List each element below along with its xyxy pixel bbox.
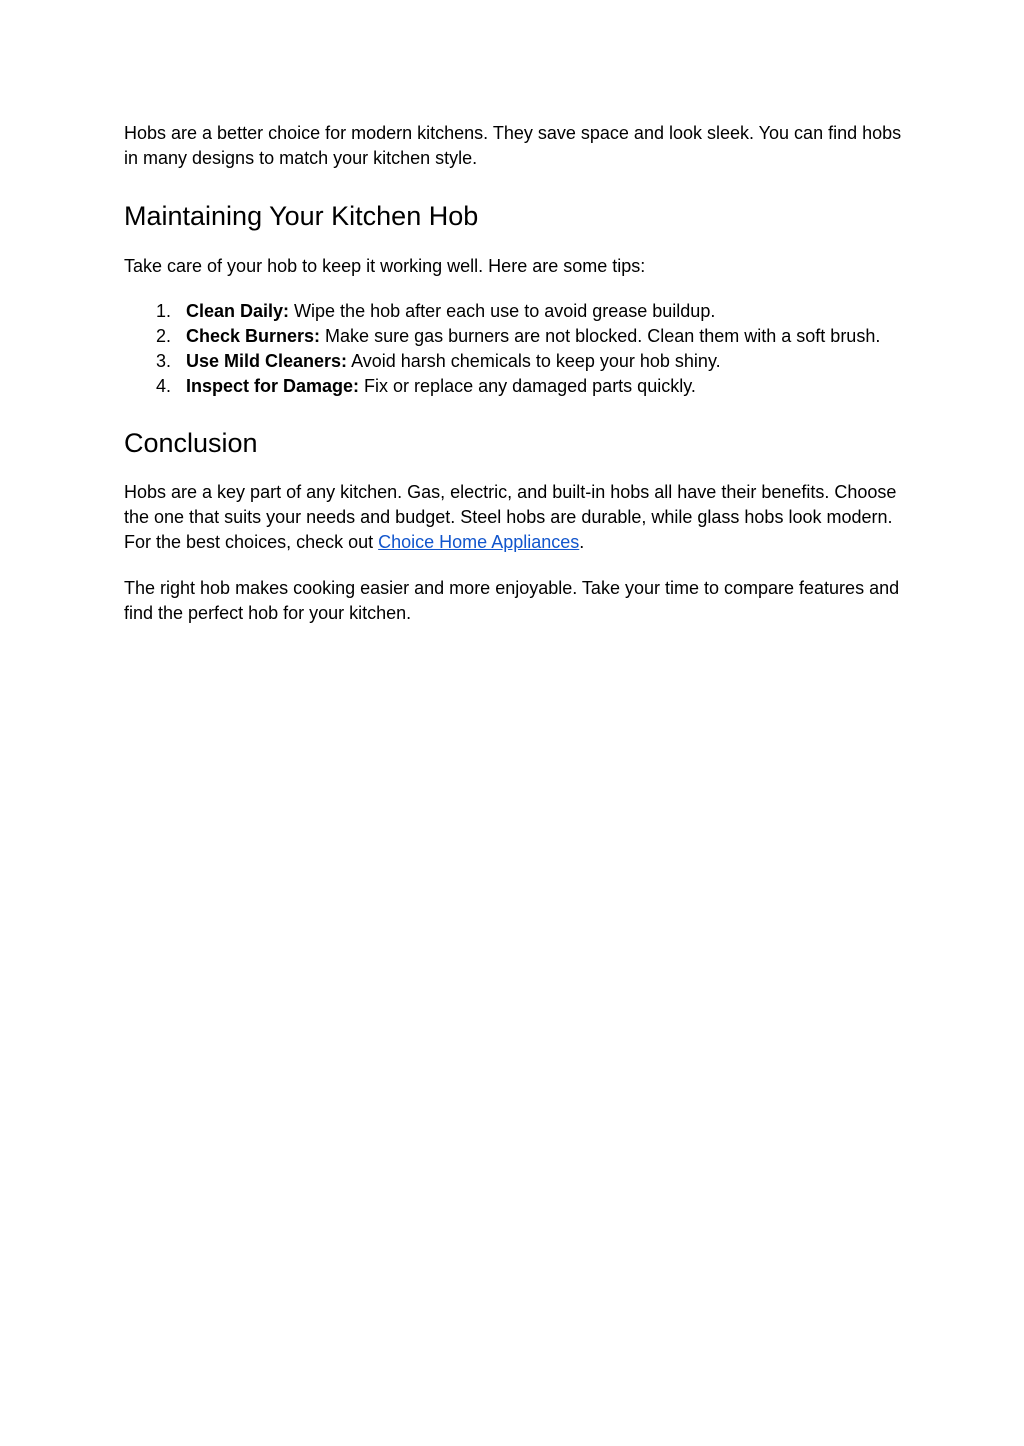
list-item-number: 4. (156, 376, 172, 396)
list-item-title: Use Mild Cleaners: (186, 351, 348, 371)
conclusion-text: Hobs are a key part of any kitchen. Gas, electric, and built-in hobs all have their benefits. Choose the one that suits your needs and budget. Steel hobs are durable, while glass hobs look modern. For the best choices, check out (124, 482, 897, 552)
tips-list (124, 299, 914, 399)
document-page (124, 121, 914, 626)
list-item-text: Wipe the hob after each use to avoid grease buildup. (289, 301, 716, 321)
conclusion-text-end: . (579, 532, 585, 552)
list-item (124, 324, 914, 349)
list-item (124, 374, 914, 399)
tips-intro-paragraph: Take care of your hob to keep it working well. Here are some tips: (124, 256, 646, 276)
conclusion-paragraph (124, 480, 914, 555)
list-item-number: 1. (156, 301, 172, 321)
conclusion-heading: Conclusion (124, 428, 258, 458)
list-item-title: Check Burners: (186, 326, 321, 346)
final-paragraph: The right hob makes cooking easier and more enjoyable. Take your time to compare features and find the perfect hob for your kitchen. (124, 578, 900, 623)
intro-paragraph: Hobs are a better choice for modern kitchens. They save space and look sleek. You can find hobs in many designs to match your kitchen style. (124, 123, 902, 168)
list-item-text: Fix or replace any damaged parts quickly. (359, 376, 696, 396)
list-item-text: Avoid harsh chemicals to keep your hob shiny. (347, 351, 721, 371)
list-item-title: Inspect for Damage: (186, 376, 360, 396)
list-item (124, 349, 914, 374)
list-item-number: 2. (156, 326, 172, 346)
list-item-text: Make sure gas burners are not blocked. Clean them with a soft brush. (320, 326, 881, 346)
choice-home-appliances-link[interactable]: Choice Home Appliances (378, 532, 580, 552)
list-item-number: 3. (156, 351, 172, 371)
list-item-title: Clean Daily: (186, 301, 290, 321)
list-item (124, 299, 914, 324)
maintaining-heading: Maintaining Your Kitchen Hob (124, 201, 479, 231)
